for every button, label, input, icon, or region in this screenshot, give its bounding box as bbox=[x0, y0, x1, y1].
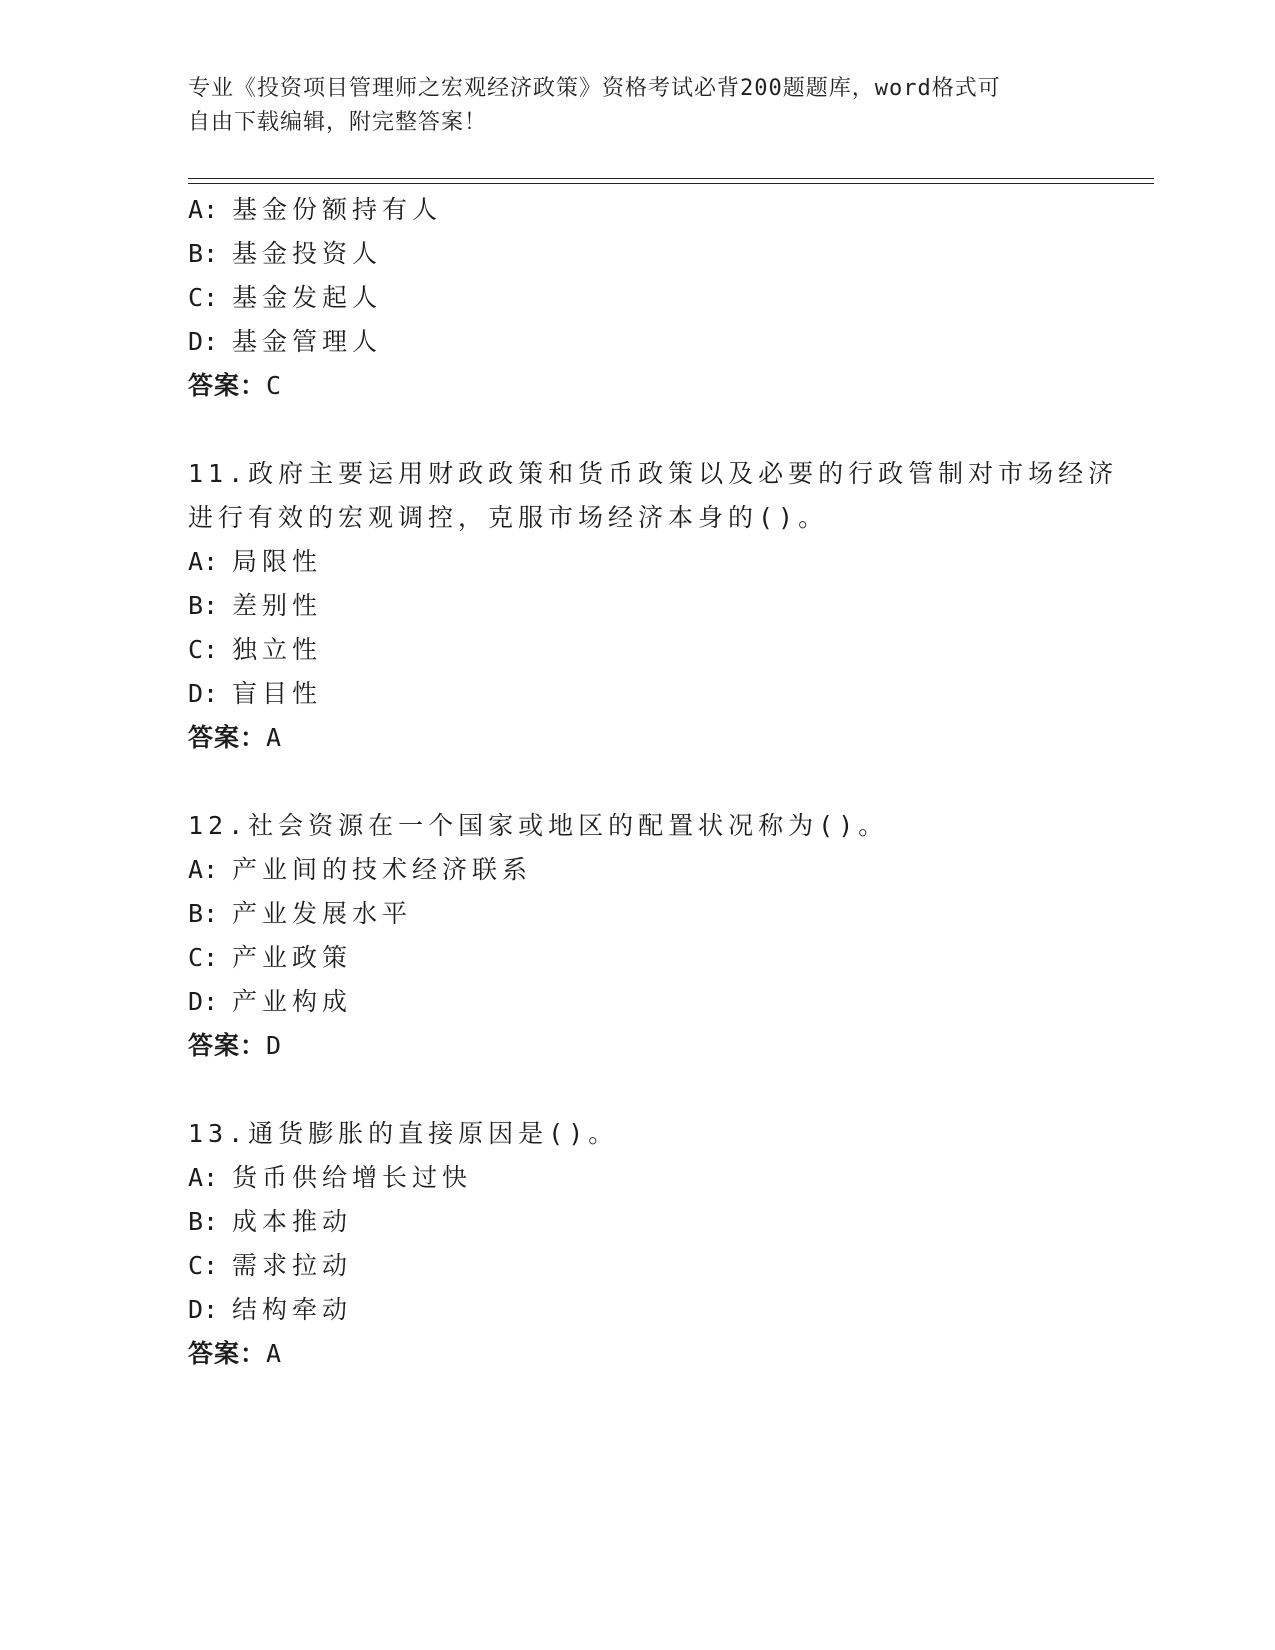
q10-option-a: A: 基金份额持有人 bbox=[188, 195, 443, 224]
q11-option-a: A: 局限性 bbox=[188, 547, 323, 576]
header-line-2: 自由下载编辑，附完整答案！ bbox=[188, 110, 488, 135]
q13-option-d: D: 结构牵动 bbox=[188, 1295, 353, 1324]
q13-answer: 答案：A bbox=[188, 1339, 282, 1368]
q11-answer: 答案：A bbox=[188, 723, 282, 752]
q13-stem-line-1: 13.通货膨胀的直接原因是()。 bbox=[188, 1119, 619, 1148]
q10-answer: 答案：C bbox=[188, 371, 282, 400]
q13-option-b: B: 成本推动 bbox=[188, 1207, 353, 1236]
q12-option-b: B: 产业发展水平 bbox=[188, 899, 413, 928]
q11-stem-line-2: 进行有效的宏观调控，克服市场经济本身的()。 bbox=[188, 503, 829, 532]
q12-option-a: A: 产业间的技术经济联系 bbox=[188, 855, 533, 884]
header-rule-bottom bbox=[188, 183, 1154, 184]
header-line-1: 专业《投资项目管理师之宏观经济政策》资格考试必背200题题库，word格式可 bbox=[188, 76, 1001, 101]
q13-option-a: A: 货币供给增长过快 bbox=[188, 1163, 473, 1192]
q10-option-c: C: 基金发起人 bbox=[188, 283, 383, 312]
q11-option-c: C: 独立性 bbox=[188, 635, 323, 664]
q12-stem-line-1: 12.社会资源在一个国家或地区的配置状况称为()。 bbox=[188, 811, 889, 840]
q12-answer: 答案：D bbox=[188, 1031, 282, 1060]
header-rule-top bbox=[188, 178, 1154, 179]
q12-option-c: C: 产业政策 bbox=[188, 943, 353, 972]
q11-option-b: B: 差别性 bbox=[188, 591, 323, 620]
q10-option-b: B: 基金投资人 bbox=[188, 239, 383, 268]
q12-option-d: D: 产业构成 bbox=[188, 987, 353, 1016]
q11-stem-line-1: 11.政府主要运用财政政策和货币政策以及必要的行政管制对市场经济 bbox=[188, 459, 1119, 488]
page-header bbox=[188, 72, 1088, 140]
q11-option-d: D: 盲目性 bbox=[188, 679, 323, 708]
q10-option-d: D: 基金管理人 bbox=[188, 327, 383, 356]
q13-option-c: C: 需求拉动 bbox=[188, 1251, 353, 1280]
